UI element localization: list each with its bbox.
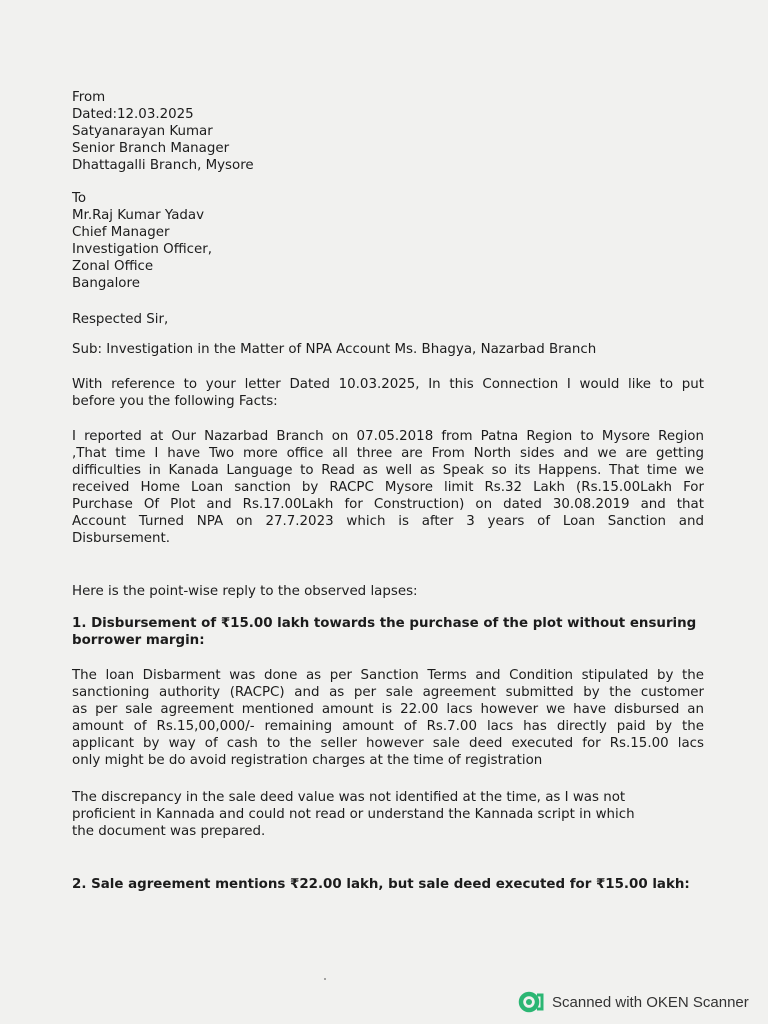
point2-heading [72,876,704,893]
heading-line: borrower margin: [72,633,205,648]
pointwise-intro-block [72,583,704,600]
scanner-watermark [518,990,749,1014]
paragraph-line: the document was prepared. [72,824,266,839]
paragraph-line: Disbursement. [72,531,170,546]
point1-paragraph-1 [72,667,704,769]
recipient-designation: Chief Manager [72,225,170,240]
paragraph-line: only might be do avoid registration charges at the time of registration [72,753,543,768]
recipient-block [72,190,704,292]
sender-block [72,89,704,174]
heading-line: 2. Sale agreement mentions ₹22.00 lakh, but sale deed executed for ₹15.00 lakh: [72,877,690,892]
paragraph-line: difficulties in Kanada Language to Read as well as Speak so its Happens. That time we [72,463,704,478]
point1-heading [72,615,704,649]
salutation-block [72,311,704,328]
heading-line: 1. Disbursement of ₹15.00 lakh towards the purchase of the plot without ensuring [72,616,697,631]
oken-logo-icon [518,991,544,1013]
paragraph-line: Account Turned NPA on 27.7.2023 which is after 3 years of Loan Sanction and [72,514,704,529]
facts-paragraph [72,428,704,547]
paragraph-line: as per sale agreement mentioned amount is 22.00 lacs however we have disbursed an [72,702,704,717]
recipient-role: Investigation Officer, [72,242,213,257]
sender-name: Satyanarayan Kumar [72,124,213,139]
pointwise-intro: Here is the point-wise reply to the observed lapses: [72,584,418,599]
sender-designation: Senior Branch Manager [72,141,230,156]
from-label: From [72,90,106,105]
point1-paragraph-2 [72,789,704,840]
paragraph-line: Purchase Of Plot and Rs.17.00Lakh for Construction) on dated 30.08.2019 and that [72,497,704,512]
sender-branch: Dhattagalli Branch, Mysore [72,158,254,173]
subject-line: Sub: Investigation in the Matter of NPA Account Ms. Bhagya, Nazarbad Branch [72,342,597,357]
intro-paragraph [72,376,704,410]
paragraph-line: sanctioning authority (RACPC) and as per sale agreement submitted by the customer [72,685,704,700]
paragraph-line: received Home Loan sanction by RACPC Mysore limit Rs.32 Lakh (Rs.15.00Lakh For [72,480,704,495]
recipient-office: Zonal Office [72,259,154,274]
paragraph-line: applicant by way of cash to the seller however sale deed executed for Rs.15.00 lacs [72,736,704,751]
paragraph-line: The discrepancy in the sale deed value was not identified at the time, as I was not [72,790,626,805]
paragraph-line: The loan Disbarment was done as per Sanction Terms and Condition stipulated by the [72,668,704,683]
paragraph-line: proficient in Kannada and could not read or understand the Kannada script in which [72,807,635,822]
salutation: Respected Sir, [72,312,169,327]
to-label: To [72,191,87,206]
paragraph-line: amount of Rs.15,00,000/- remaining amount of Rs.7.00 lacs has directly paid by the [72,719,704,734]
scan-speck [324,978,326,980]
paragraph-line: ,That time I have Two more office all three are From North sides and we are getting [72,446,704,461]
scanner-text: Scanned with OKEN Scanner [552,993,749,1011]
paragraph-line: I reported at Our Nazarbad Branch on 07.05.2018 from Patna Region to Mysore Region [72,429,704,444]
paragraph-line: before you the following Facts: [72,394,278,409]
recipient-city: Bangalore [72,276,140,291]
letter-date: Dated:12.03.2025 [72,107,194,122]
subject-block [72,341,704,358]
paragraph-line: With reference to your letter Dated 10.03.2025, In this Connection I would like to put [72,377,704,392]
recipient-name: Mr.Raj Kumar Yadav [72,208,205,223]
